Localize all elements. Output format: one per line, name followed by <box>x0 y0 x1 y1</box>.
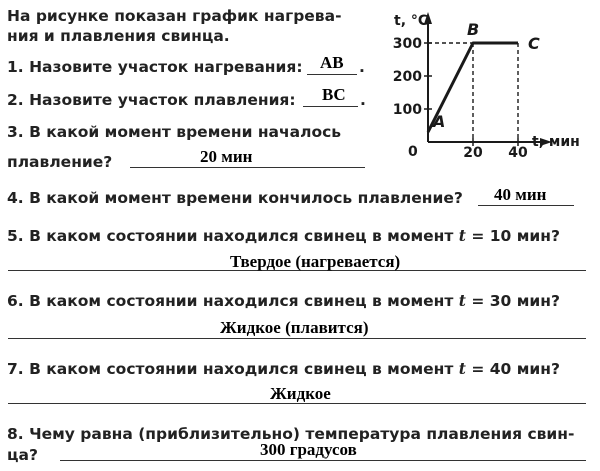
question-2: 2. Назовите участок плавления: <box>7 91 296 109</box>
answer-4: 40 мин <box>494 185 547 204</box>
question-7-text-before: 7. В каком состоянии находился свинец в момент <box>7 360 454 378</box>
intro-line-2: ния и плавления свинца. <box>7 27 230 45</box>
y-tick-label: 200 <box>392 69 422 85</box>
y-tick-label: 100 <box>392 102 422 118</box>
intro-line-1: На рисунке показан график нагрева- <box>7 7 342 25</box>
question-3-line-1: 3. В какой момент времени началось <box>7 123 342 141</box>
question-7-variable: t <box>458 359 466 378</box>
curve-point-labels <box>431 20 540 131</box>
question-6-text-after: = 30 мин? <box>471 292 560 310</box>
answer-5: Твердое (нагревается) <box>230 252 401 271</box>
question-5-text-before: 5. В каком состоянии находился свинец в момент <box>7 227 454 245</box>
y-tick-label: 300 <box>392 36 422 52</box>
question-6-variable: t <box>458 291 466 310</box>
point-label-a: A <box>433 112 446 132</box>
question-2-suffix: . <box>360 91 366 109</box>
answer-8: 300 градусов <box>260 440 357 459</box>
y-axis-label: t, °C <box>394 13 429 29</box>
question-6-text-before: 6. В каком состоянии находился свинец в момент <box>7 292 454 310</box>
question-1: 1. Назовите участок нагревания: <box>7 58 303 76</box>
x-tick-label: 40 <box>508 145 528 161</box>
question-8-line-2: ца? <box>7 446 38 464</box>
x-axis-label: t, мин <box>532 134 580 150</box>
answer-3: 20 мин <box>200 147 253 166</box>
question-8-line-1: 8. Чему равна (приблизительно) температура плавления свин- <box>7 425 575 443</box>
question-5-variable: t <box>458 226 466 245</box>
x-tick-label: 20 <box>463 145 483 161</box>
answer-1: АВ <box>320 53 344 72</box>
question-1-suffix: . <box>359 58 365 76</box>
answer-7: Жидкое <box>270 384 331 403</box>
question-5-text-after: = 10 мин? <box>471 227 560 245</box>
question-4: 4. В какой момент времени кончилось плавление? <box>7 189 463 207</box>
question-3-line-2: плавление? <box>7 153 113 171</box>
question-7-text-after: = 40 мин? <box>471 360 560 378</box>
answer-6: Жидкое (плавится) <box>220 318 369 337</box>
origin-label: 0 <box>408 144 418 160</box>
answer-2: ВС <box>322 85 346 104</box>
point-label-c: C <box>528 34 540 53</box>
point-label-b: B <box>467 20 480 39</box>
